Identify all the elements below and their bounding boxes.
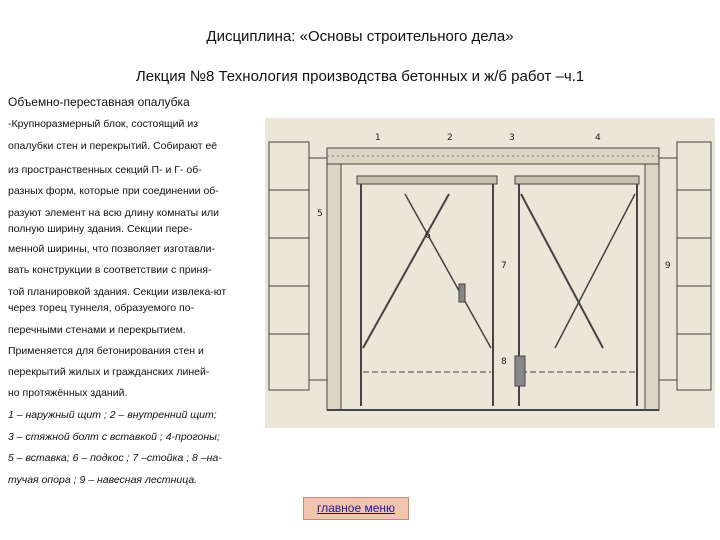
discipline-title: Дисциплина: «Основы строительного дела» — [206, 28, 514, 45]
text-line: через торец туннеля, образуемого по- — [8, 302, 195, 314]
text-line: перекрытий жилых и гражданских линей- — [8, 366, 210, 378]
figure-label: 5 — [317, 209, 323, 219]
figure-label: 1 — [375, 133, 381, 143]
section-heading: Объемно-переставная опалубка — [8, 95, 190, 109]
formwork-drawing — [265, 118, 715, 428]
text-line: но протяжённых зданий. — [8, 387, 128, 399]
figure-label: 9 — [665, 261, 671, 271]
text-line: из пространственных секций П- и Г- об- — [8, 164, 202, 176]
lecture-title: Лекция №8 Технология производства бетонных и ж/б работ –ч.1 — [135, 68, 585, 85]
legend-line: 5 – вставка; 6 – подкос ; 7 –стойка ; 8 –на- — [8, 452, 222, 464]
figure-label: 7 — [501, 261, 507, 271]
text-line: разуют элемент на всю длину комнаты или — [8, 207, 220, 219]
text-line: той планировкой здания. Секции извлека-ют — [8, 286, 227, 298]
text-line: вать конструкции в соответствии с приня- — [8, 264, 212, 276]
text-line: -Крупноразмерный блок, состоящий из — [8, 118, 199, 130]
text-line: полную ширину здания. Секции пере- — [8, 223, 193, 235]
main-menu-button[interactable]: главное меню — [303, 497, 409, 520]
figure-label: 2 — [447, 133, 453, 143]
legend-line: 3 – стяжной болт с вставкой ; 4-прогоны; — [8, 431, 220, 443]
text-line: Применяется для бетонирования стен и — [8, 345, 204, 357]
text-line: менной ширины, что позволяет изготавли- — [8, 243, 215, 255]
figure-label: 3 — [509, 133, 515, 143]
legend-line: 1 – наружный щит ; 2 – внутренний щит; — [8, 409, 217, 421]
text-line: разных форм, которые при соединении об- — [8, 185, 219, 197]
legend-line: тучая опора ; 9 – навесная лестница. — [8, 474, 198, 486]
text-line: перечными стенами и перекрытием. — [8, 324, 186, 336]
figure-label: 8 — [501, 357, 507, 367]
figure-label: 6 — [425, 231, 431, 241]
text-line: опалубки стен и перекрытий. Собирают её — [8, 140, 218, 152]
figure-label: 4 — [595, 133, 601, 143]
